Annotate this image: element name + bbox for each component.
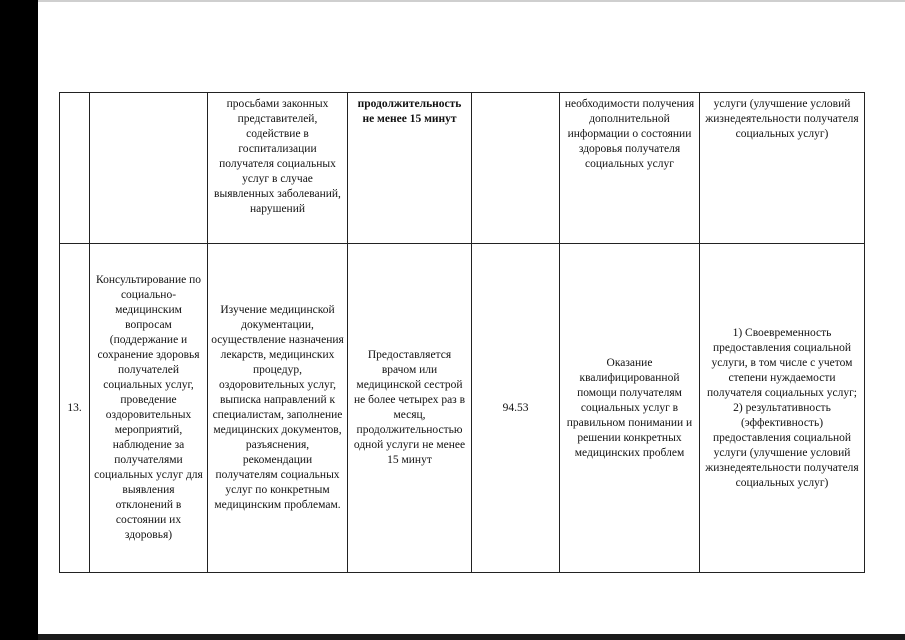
- services-table: [59, 92, 865, 573]
- cell-result: Оказание квалифицированной помощи получателям социальных услуг в правильном понимании и решении конкретных медицинских проблем: [560, 244, 700, 573]
- cell-service-description: просьбами законных представителей, содействие в госпитализации получателя социальных услуг в случае выявленных заболеваний, нарушений: [208, 93, 348, 244]
- cell-price: [472, 93, 560, 244]
- cell-service-name: [90, 93, 208, 244]
- cell-service-description: Изучение медицинской документации, осуществление назначения лекарств, медицинских процедур, оздоровительных услуг, выписка направлений к специалистам, заполнение медицинских документов, разъяснения, рекомендации получателям социальных услуг по конкретным медицинским проблемам.: [208, 244, 348, 573]
- cell-timing: продолжительность не менее 15 минут: [348, 93, 472, 244]
- cell-timing: Предоставляется врачом или медицинской сестрой не более четырех раз в месяц, продолжительностью одной услуги не менее 15 минут: [348, 244, 472, 573]
- table-row-13: [60, 244, 865, 573]
- cell-price: 94.53: [472, 244, 560, 573]
- cell-criteria: 1) Своевременность предоставления социальной услуги, в том числе с учетом степени нуждаемости получателя социальных услуг; 2) результативность (эффективность) предоставления социальной услуги (улучшение условий жизнедеятельности получателя социальных услуг): [700, 244, 865, 573]
- scan-border-bottom: [38, 634, 905, 640]
- table-row-continuation: [60, 93, 865, 244]
- cell-criteria: услуги (улучшение условий жизнедеятельности получателя социальных услуг): [700, 93, 865, 244]
- cell-result: необходимости получения дополнительной информации о состоянии здоровья получателя социальных услуг: [560, 93, 700, 244]
- cell-number: [60, 93, 90, 244]
- cell-number: 13.: [60, 244, 90, 573]
- scan-border-top: [38, 0, 905, 2]
- scan-border-left: [0, 0, 38, 640]
- cell-service-name: Консультирование по социально-медицинским вопросам (поддержание и сохранение здоровья получателей социальных услуг, проведение оздоровительных мероприятий, наблюдение за получателями социальных услуг для выявления отклонений в состоянии их здоровья): [90, 244, 208, 573]
